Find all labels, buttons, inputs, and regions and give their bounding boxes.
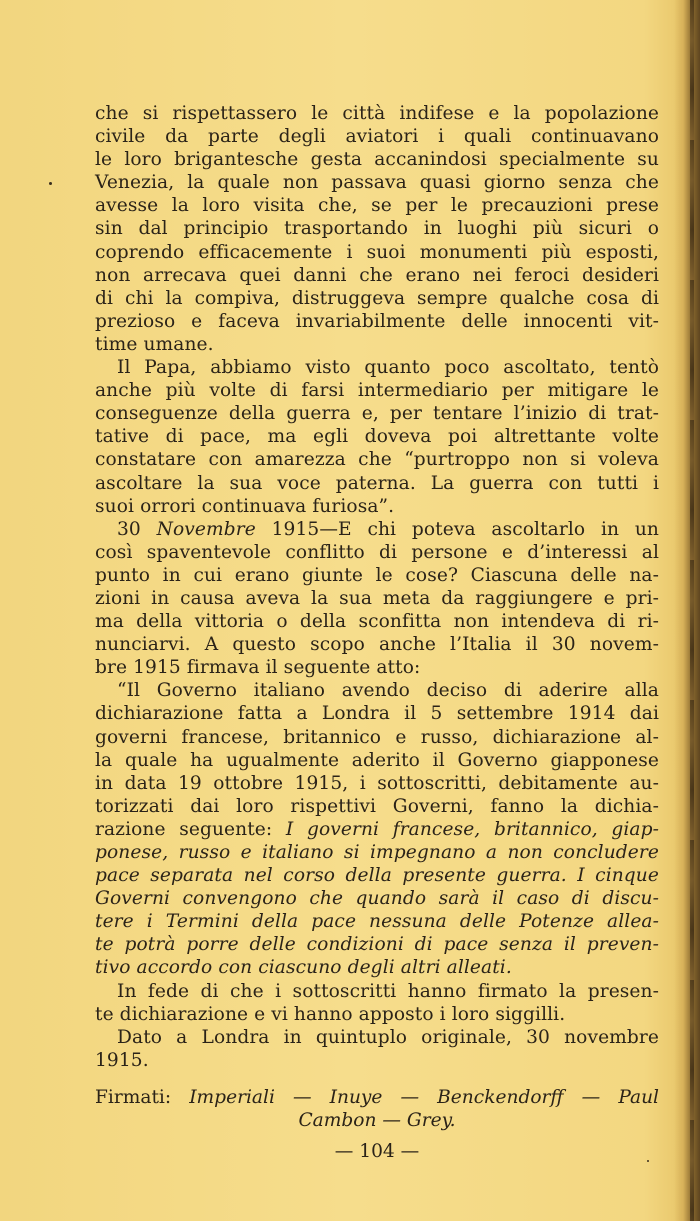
text-line: Venezia, la quale non passava quasi giorno senza che — [95, 172, 659, 194]
italic-line: tere i Termini della pace nessuna delle Potenze allea- — [95, 911, 659, 933]
text-line: non arrecava quei danni che erano nei feroci desideri — [95, 264, 659, 286]
text-line — [95, 518, 659, 541]
text-line: torizzati dai loro rispettivi Governi, fanno la dichia- — [95, 795, 659, 817]
italic-line: tivo accordo con ciascuno degli altri alleati. — [95, 957, 512, 979]
text-line: te dichiarazione e vi hanno apposto i loro siggilli. — [95, 1003, 566, 1025]
text-line: anche più volte di farsi intermediario per mitigare le — [95, 380, 659, 402]
text-line: constatare con amarezza che “purtroppo non si voleva — [95, 449, 659, 471]
text-line: che si rispettassero le città indifese e la popolazione — [95, 103, 659, 124]
text-line: 1915. — [95, 1049, 149, 1071]
italic-fragment: I governi francese, britannico, giap- — [285, 818, 659, 840]
text-line: tative di pace, ma egli doveva poi altrettante volte — [95, 426, 659, 448]
text-line: le loro brigantesche gesta accanindosi specialmente su — [95, 149, 659, 171]
text-line: nunciarvi. A questo scopo anche l’Italia il 30 novem- — [95, 634, 659, 656]
signature-label: Firmati: — [95, 1087, 190, 1108]
italic-line: Governi convengono che quando sarà il caso di discu- — [95, 888, 659, 910]
page-edge-binding — [690, 0, 694, 1221]
italic-line: pace separata nel corso della presente guerra. I cinque — [95, 865, 659, 887]
paragraph-1 — [95, 102, 659, 356]
text-line: in data 19 ottobre 1915, i sottoscritti, debitamente au- — [95, 772, 659, 794]
text-line: ascoltare la sua voce paterna. La guerra con tutti i — [95, 472, 659, 494]
text-line: sin dal principio trasportando in luoghi più sicuri o — [95, 218, 659, 240]
ink-speck — [49, 182, 52, 185]
text-line: punto in cui erano giunte le cose? Ciascuna delle na- — [95, 564, 659, 586]
signature-names: Imperiali — Inuye — Benckendorff — Paul — [189, 1087, 660, 1108]
text-line: dichiarazione fatta a Londra il 5 settembre 1914 dai — [95, 703, 659, 725]
text-line — [95, 818, 659, 841]
date-month: Novembre — [156, 518, 256, 540]
text-line: zioni in causa aveva la sua meta da raggiungere e pri- — [95, 587, 659, 609]
text-line: avesse la loro visita che, se per le precauzioni prese — [95, 195, 659, 217]
text-line: Dato a Londra in quintuplo originale, 30 novembre — [117, 1026, 659, 1048]
page-number: — 104 — — [334, 1141, 420, 1162]
page-edge-shadow — [674, 0, 700, 1221]
italic-line: te potrà porre delle condizioni di pace senza il preven- — [95, 934, 659, 956]
body-text — [95, 102, 659, 1072]
text-line: prezioso e faceva invariabilmente delle innocenti vit- — [95, 310, 659, 332]
text-line: ma della vittoria o della sconfitta non intendeva di ri- — [95, 611, 659, 633]
text-line: così spaventevole conflitto di persone e d’interessi al — [95, 541, 659, 563]
text-line: civile da parte degli aviatori i quali continuavano — [95, 126, 659, 148]
text-line: Il Papa, abbiamo visto quanto poco ascoltato, tentò — [117, 357, 659, 379]
text-line: governi francese, britannico e russo, dichiarazione al- — [95, 726, 659, 748]
signature-line-2: Cambon — Grey. — [298, 1110, 456, 1132]
text-fragment: 1915—E chi poteva ascoltarlo in un — [255, 518, 659, 540]
text-fragment: razione seguente: — [95, 818, 286, 840]
text-line: la quale ha ugualmente aderito il Governo giapponese — [95, 749, 659, 771]
text-line: bre 1915 firmava il seguente atto: — [95, 657, 421, 679]
text-line: “Il Governo italiano avendo deciso di aderire alla — [117, 680, 659, 702]
italic-line: ponese, russo e italiano si impegnano a non concludere — [95, 842, 659, 863]
text-line: suoi orrori continuava furiosa”. — [95, 495, 395, 517]
paragraph-4-declaration — [95, 679, 659, 979]
paragraph-3 — [95, 518, 659, 680]
text-line: di chi la compiva, distruggeva sempre qualche cosa di — [95, 287, 659, 309]
text-line: conseguenze della guerra e, per tentare l’inizio di trat- — [95, 403, 659, 425]
signature-line-1 — [95, 1086, 659, 1109]
paragraph-5 — [95, 980, 659, 1026]
paragraph-6 — [95, 1026, 659, 1072]
text-line: In fede di che i sottoscritti hanno firmato la presen- — [117, 980, 659, 1002]
paragraph-2 — [95, 356, 659, 518]
date-day: 30 — [117, 518, 157, 540]
text-line: time umane. — [95, 333, 214, 355]
signatures — [95, 1086, 659, 1132]
text-line: coprendo efficacemente i suoi monumenti più esposti, — [95, 241, 659, 263]
